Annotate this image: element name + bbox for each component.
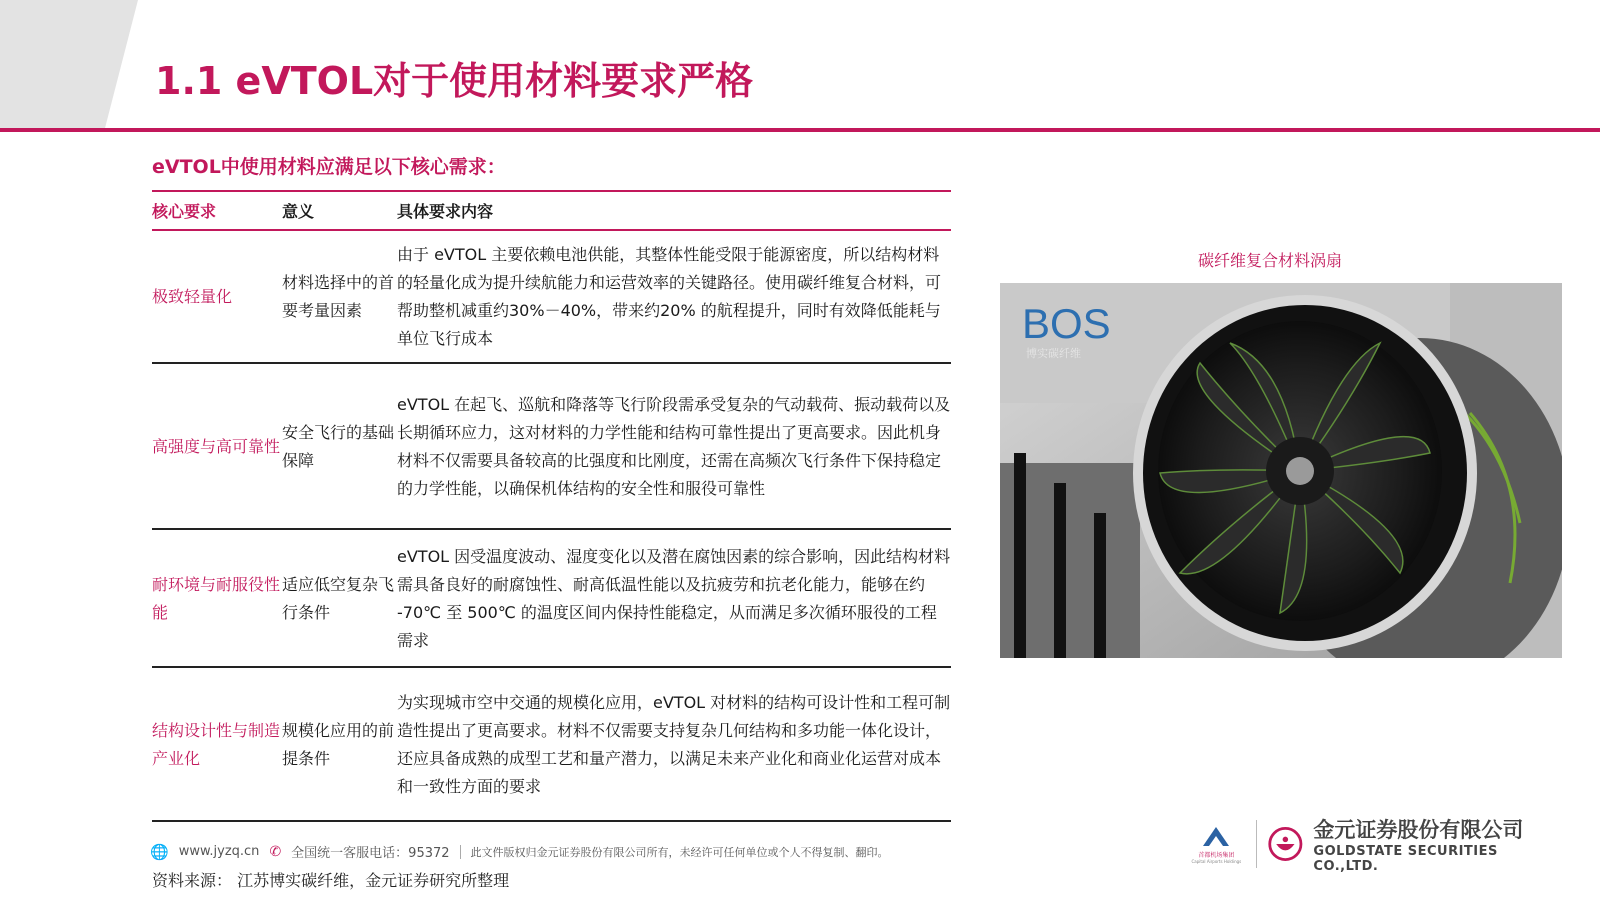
header-meaning: 意义: [282, 191, 397, 230]
table-row: [152, 529, 951, 667]
section-subtitle: eVTOL中使用材料应满足以下核心需求：: [152, 156, 506, 178]
hotline-text: 全国统一客服电话：95372: [291, 846, 450, 861]
partner-name-en: Capital Airports Holdings: [1191, 859, 1242, 864]
table-row: [152, 230, 951, 363]
company-name-cn: 金元证券股份有限公司: [1313, 818, 1524, 842]
row-meaning: 适应低空复杂飞行条件: [282, 529, 397, 667]
footer-bar: [150, 842, 889, 861]
branding: [1187, 818, 1547, 874]
page-title: 1.1 eVTOL对于使用材料要求严格: [155, 59, 754, 103]
header-requirement: 核心要求: [152, 191, 282, 230]
requirements-table: [152, 190, 951, 822]
row-content: 为实现城市空中交通的规模化应用，eVTOL 对材料的结构可设计性和工程可制造性提出了更高要求。材料不仅需要支持复杂几何结构和多功能一体化设计，还应具备成熟的成型工艺和量产潜力，以满足未来产业化和商业化运营对成本和一致性方面的要求: [397, 667, 951, 821]
title-divider: [0, 128, 1600, 132]
row-content: eVTOL 在起飞、巡航和降落等飞行阶段需承受复杂的气动载荷、振动载荷以及长期循环应力，这对材料的力学性能和结构可靠性提出了更高要求。因此机身材料不仅需要具备较高的比强度和比刚度，还需在高频次飞行条件下保持稳定的力学性能，以确保机体结构的安全性和服役可靠性: [397, 363, 951, 529]
row-meaning: 安全飞行的基础保障: [282, 363, 397, 529]
goldstate-emblem-icon: [1267, 824, 1304, 864]
website-link[interactable]: www.jyzq.cn: [178, 844, 260, 859]
airport-group-icon: [1199, 824, 1233, 850]
figure-caption: 碳纤维复合材料涡扇: [1197, 251, 1342, 270]
row-requirement: 高强度与高可靠性: [152, 363, 282, 529]
table-row: [152, 363, 951, 529]
row-meaning: 材料选择中的首要考量因素: [282, 230, 397, 363]
globe-icon: 🌐: [150, 842, 169, 861]
watermark-sub: 博实碳纤维: [1026, 347, 1081, 360]
footer-divider: [460, 845, 461, 859]
watermark-logo: BOS: [1022, 300, 1111, 347]
row-content: 由于 eVTOL 主要依赖电池供能，其整体性能受限于能源密度，所以结构材料的轻量化成为提升续航能力和运营效率的关键路径。使用碳纤维复合材料，可帮助整机减重约30%－40%，带来约20% 的航程提升，同时有效降低能耗与单位飞行成本: [397, 230, 951, 363]
row-content: eVTOL 因受温度波动、湿度变化以及潜在腐蚀因素的综合影响，因此结构材料需具备良好的耐腐蚀性、耐高低温性能以及抗疲劳和抗老化能力，能够在约 -70℃ 至 500℃ 的温度区间内保持性能稳定，从而满足多次循环服役的工程需求: [397, 529, 951, 667]
turbofan-photo: [1000, 283, 1562, 658]
row-requirement: 极致轻量化: [152, 230, 282, 363]
row-requirement: 结构设计性与制造产业化: [152, 667, 282, 821]
header-content: 具体要求内容: [397, 191, 951, 230]
table-header-row: [152, 191, 951, 230]
logo-divider: [1256, 820, 1257, 868]
source-note: 资料来源： 江苏博实碳纤维，金元证券研究所整理: [152, 871, 510, 890]
company-name-en: GOLDSTATE SECURITIES CO.,LTD.: [1313, 844, 1498, 874]
row-meaning: 规模化应用的前提条件: [282, 667, 397, 821]
table-row: [152, 667, 951, 821]
company-name-block: [1313, 814, 1547, 874]
disclaimer-text: 此文件版权归金元证券股份有限公司所有，未经许可任何单位或个人不得复制、翻印。: [470, 845, 889, 859]
row-requirement: 耐环境与耐服役性能: [152, 529, 282, 667]
phone-icon: ✆: [269, 843, 282, 860]
partner-logo: [1187, 824, 1246, 864]
corner-decoration: [0, 0, 140, 132]
partner-name: 首都机场集团: [1198, 852, 1235, 859]
